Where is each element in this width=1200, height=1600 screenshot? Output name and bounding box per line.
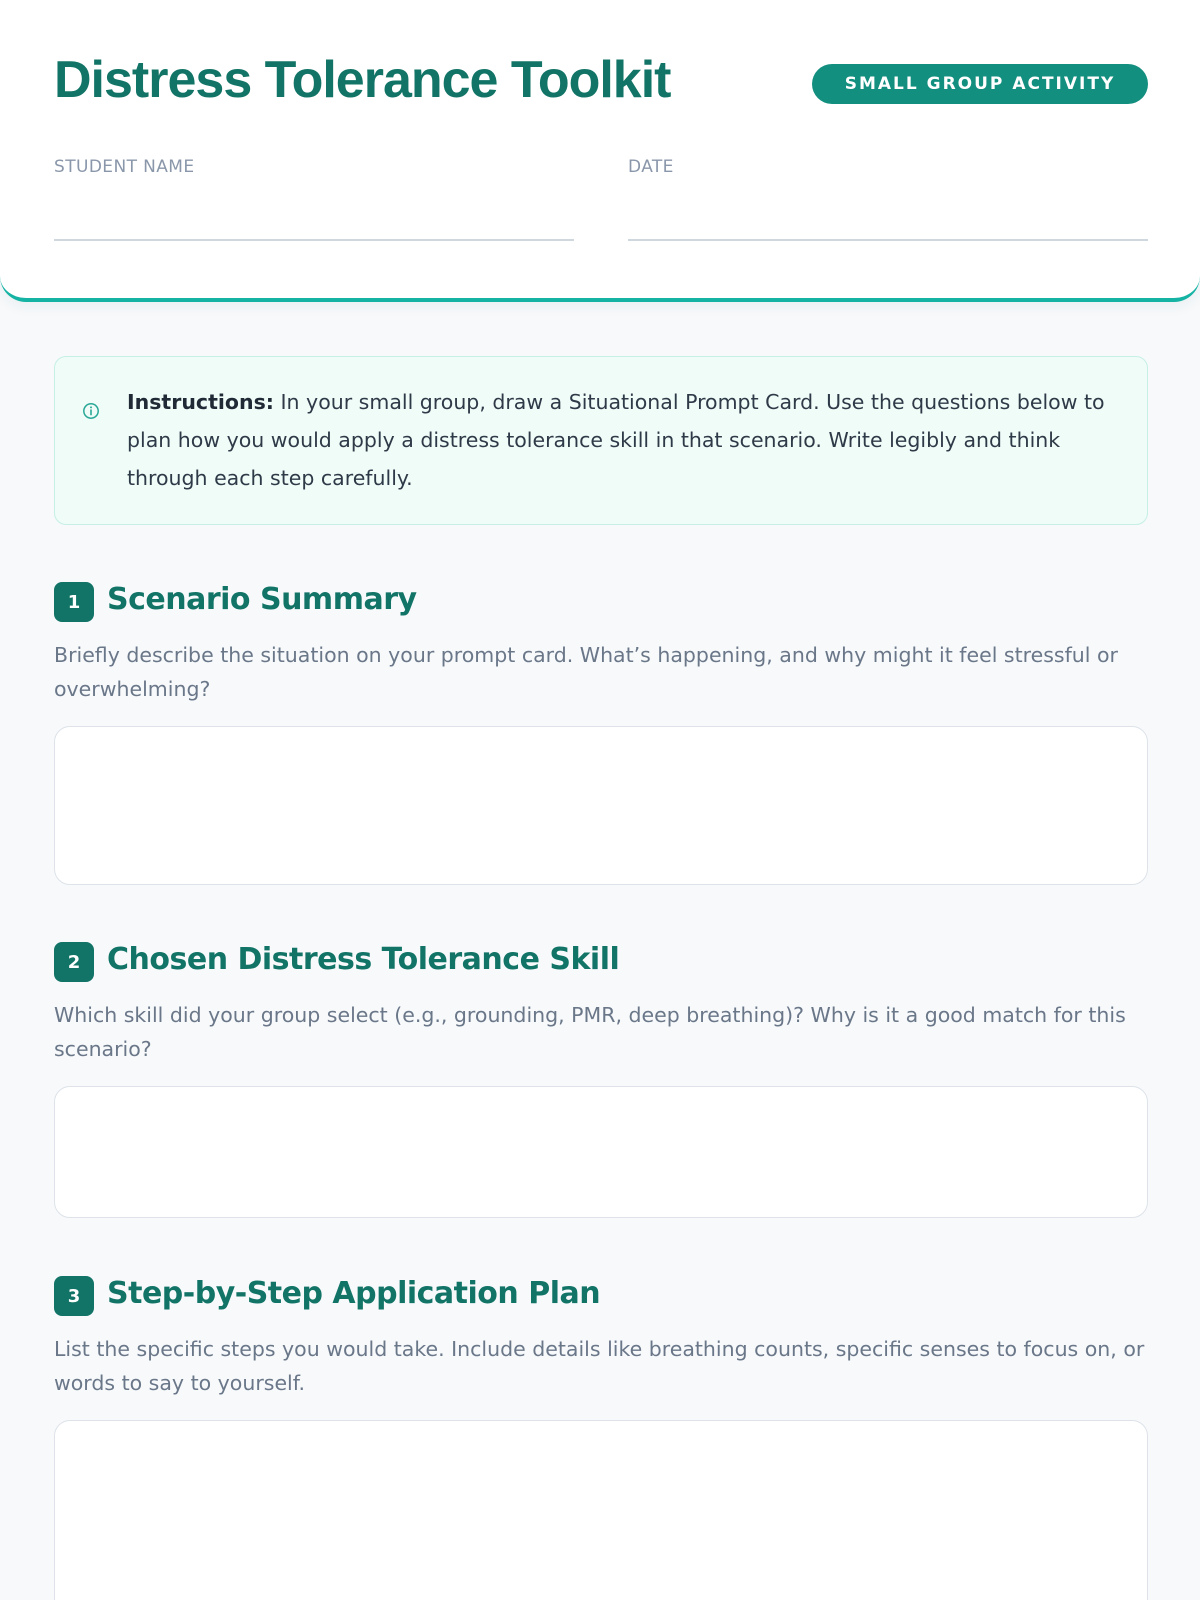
instructions-text (127, 383, 1127, 497)
instructions-box (54, 356, 1148, 525)
section-1-number: 1 (54, 582, 94, 622)
instructions-body: In your small group, draw a Situational Prompt Card. Use the questions below to plan how you would apply a distress tolerance skill in that scenario. Write legibly and think through each step carefully. (127, 390, 1105, 490)
section-2-number: 2 (54, 942, 94, 982)
instructions-label: Instructions: (127, 390, 274, 414)
worksheet-header (0, 0, 1200, 302)
section-3-description: List the specific steps you would take. Include details like breathing counts, specific senses to focus on, or words to say to yourself. (54, 1337, 1145, 1395)
section-1-title: Scenario Summary (107, 582, 417, 617)
date-field[interactable] (628, 239, 1148, 241)
section-3-number: 3 (54, 1276, 94, 1316)
student-name-label: STUDENT NAME (54, 157, 195, 177)
date-label: DATE (628, 157, 674, 177)
info-circle-icon (82, 402, 100, 420)
section-2-answer-box[interactable] (54, 1086, 1148, 1218)
section-1-answer-box[interactable] (54, 726, 1148, 885)
section-2-description: Which skill did your group select (e.g., grounding, PMR, deep breathing)? Why is it a good match for this scenario? (54, 1003, 1126, 1061)
page-title: Distress Tolerance Toolkit (54, 51, 671, 109)
student-name-field[interactable] (54, 239, 574, 241)
activity-badge: SMALL GROUP ACTIVITY (812, 64, 1148, 104)
section-3-answer-box[interactable] (54, 1420, 1148, 1600)
section-1-description: Briefly describe the situation on your prompt card. What’s happening, and why might it feel stressful or overwhelming? (54, 643, 1118, 701)
section-3-title: Step-by-Step Application Plan (107, 1276, 601, 1311)
section-2-title: Chosen Distress Tolerance Skill (107, 942, 620, 977)
